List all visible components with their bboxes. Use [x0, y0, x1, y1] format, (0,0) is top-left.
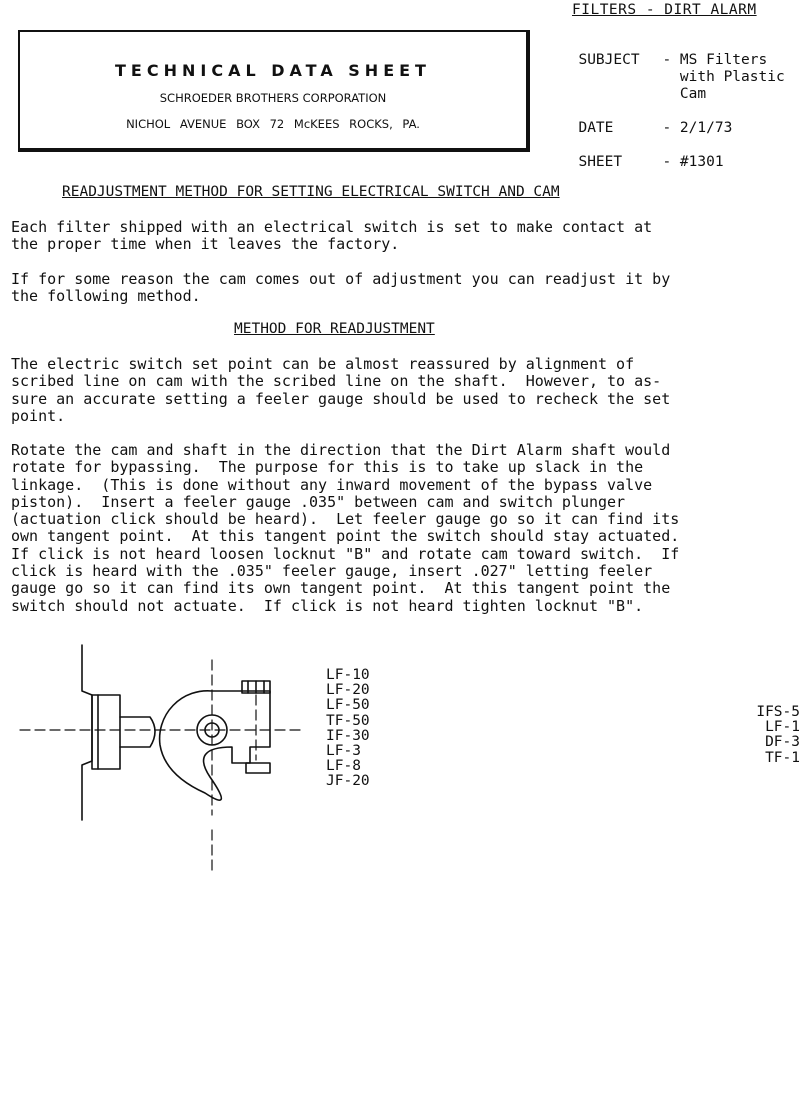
date-value: - 2/1/73 [662, 120, 733, 136]
cam-switch-drawings [0, 635, 800, 1103]
sheet-label: SHEET [578, 154, 623, 170]
meta-subject [561, 36, 785, 103]
section-heading-method: METHOD FOR READJUSTMENT [234, 321, 435, 337]
company-address: NICHOL AVENUE BOX 72 McKEES ROCKS, PA. [126, 117, 420, 131]
subject-value: - MS Filters with Plastic Cam [662, 52, 785, 102]
date-label: DATE [578, 120, 614, 136]
paragraph-factory-setting: Each filter shipped with an electrical switch is set to make contact at the proper time when it leaves the factory. [11, 218, 653, 254]
model-list-right-text: IFS-5 LF-1 DF-3 TF-1 [756, 705, 800, 766]
document-category-title: FILTERS - DIRT ALARM [572, 2, 757, 18]
company-name: SCHROEDER BROTHERS CORPORATION [159, 91, 387, 105]
cam-front-view-left [20, 645, 300, 875]
sheet-number: - #1301 [662, 154, 724, 170]
model-list-left-text: LF-10 LF-20 LF-50 TF-50 IF-30 LF-3 LF-8 JF-20 [326, 667, 370, 790]
meta-sheet [561, 138, 724, 171]
meta-date [561, 104, 732, 137]
sheet-title: TECHNICAL DATA SHEET [115, 61, 431, 80]
letterhead-box [18, 30, 530, 152]
paragraph-cam-adjustment: If for some reason the cam comes out of adjustment you can readjust it by the following method. [11, 270, 671, 306]
paragraph-set-point: The electric switch set point can be almost reassured by alignment of scribed line on cam with the scribed line on the shaft. However, to as- sure an accurate setting a feeler gauge should be used to recheck the set point. [11, 355, 671, 425]
paragraph-procedure: Rotate the cam and shaft in the direction that the Dirt Alarm shaft would rotate for bypassing. The purpose for this is to take up slack in the linkage. (This is done without any inward movement of the bypass valve piston). Insert a feeler gauge .035" between cam and switch plunger (actuation click should be heard). Let feeler gauge go so it can find its own tangent point. At this tangent point the switch should stay actuated. If click is not heard loosen locknut "B" and rotate cam toward switch. If click is heard with the .035" feeler gauge, insert .027" letting feeler gauge go so it can find its own tangent point. At this tangent point the switch should not actuate. If click is not heard tighten locknut "B". [11, 441, 680, 615]
section-heading-readjustment: READJUSTMENT METHOD FOR SETTING ELECTRICAL SWITCH AND CAM [62, 184, 560, 200]
subject-label: SUBJECT [578, 52, 640, 68]
